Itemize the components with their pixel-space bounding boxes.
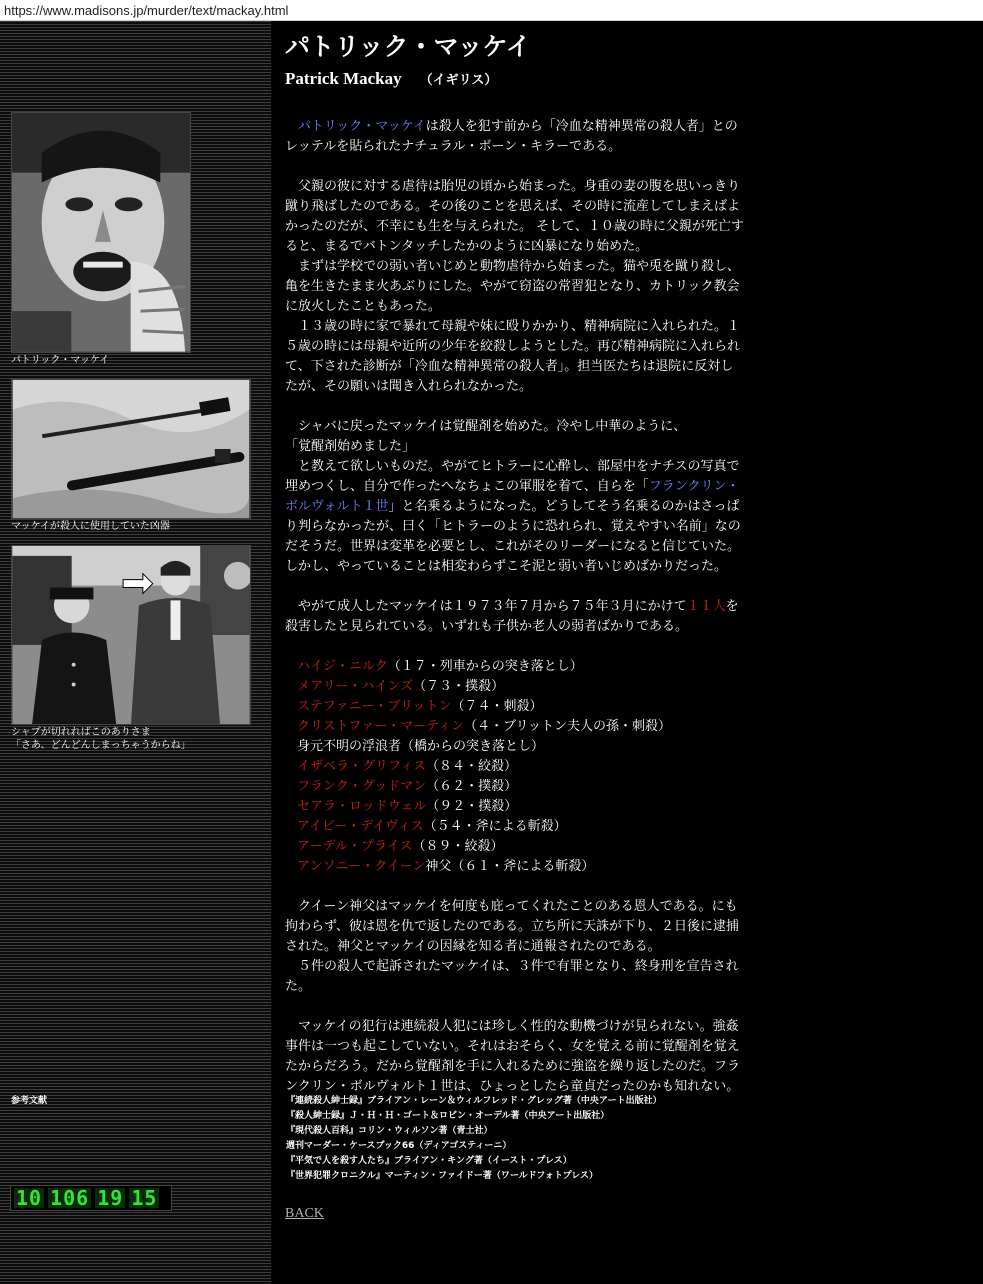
list-item — [297, 737, 745, 757]
victim-name: セアラ・ロッドウェル — [297, 799, 427, 814]
victim-name: メアリー・ハインズ — [297, 679, 414, 694]
mackay-link[interactable]: パトリック・マッケイ — [298, 119, 426, 134]
reference-item: 『連続殺人紳士録』ブライアン・レーン＆ウィルフレッド・グレッグ著（中央アート出版社） — [286, 1096, 662, 1106]
reference-item: 週刊マーダー・ケースブック66（ディアゴスティーニ） — [286, 1141, 512, 1151]
paragraph-father: 父親の彼に対する虐待は胎児の頃から始まった。身重の妻の腹を思いっきり蹴り飛ばしたのである。その後のことを思えば、その時に流産してしまえばよかったのだが、不幸にも生を与えられた。 そして、１０歳の時に父親が死亡すると、まるでバトンタッチしたかのように凶暴になり始めた。 — [285, 179, 744, 254]
photo1-caption: パトリック・マッケイ — [11, 355, 110, 366]
list-item — [297, 717, 745, 737]
paragraph-victims-intro — [285, 597, 745, 637]
victim-detail: （８９・絞殺） — [412, 839, 504, 854]
photo3-caption-line1: シャブが切れればこのありさま — [11, 727, 151, 738]
victim-detail: （１７・列車からの突き落とし） — [387, 659, 583, 674]
victim-detail: （５４・斧による斬殺） — [423, 819, 567, 834]
paragraph-sentence: ５件の殺人で起訴されたマッケイは、３件で有罪となり、終身刑を宣告された。 — [285, 959, 739, 994]
list-item — [297, 657, 745, 677]
franklin-link[interactable]: フランクリン・ボルヴォルト１世 — [285, 479, 740, 514]
address-bar[interactable]: https://www.madisons.jp/murder/text/mackay.html — [0, 0, 983, 21]
reference-item: 『現代殺人百科』コリン・ウィルソン著（青土社） — [286, 1126, 493, 1136]
victim-name: イザベラ・グリフィス — [297, 759, 426, 774]
victim-name: アイビー・デイヴィス — [297, 819, 424, 834]
list-item — [297, 777, 745, 797]
drugs-body — [285, 457, 745, 577]
photo3-caption — [11, 726, 191, 752]
paragraph-school: まずは学校での弱い者いじめと動物虐待から始まった。猫や兎を蹴り殺し、亀を生きたまま火あぶりにした。やがて窃盗の常習犯となり、カトリック教会に放火したこともあった。 — [285, 259, 741, 314]
arrest-photo — [11, 545, 251, 725]
victim-detail: （８４・絞殺） — [425, 759, 517, 774]
paragraph-arrest: クイーン神父はマッケイを何度も庇ってくれたことのある恩人である。にも拘わらず、彼は恩を仇で返したのである。立ち所に天誅が下り、２日後に逮捕された。神父とマッケイの因縁を知る者に通報されたのである。 — [285, 899, 739, 954]
victims-text-1: やがて成人したマッケイは１９７３年７月から７５年３月にかけて — [298, 599, 687, 614]
victim-name: ステファニー・ブリットン — [297, 699, 452, 714]
drugs-text-2: 」と名乗るようになった。どうしてそう名乗るのかはさっぱり判らなかったが、曰く「ヒトラーのように恐れられ、覚えやすい名前」なのだそうだ。世界は変革を必要とし、これがそのリーダーになると信じていた。しかし、やっていることは相変わらずこそ泥と弱い者いじめばかりだった。 — [285, 499, 741, 574]
victim-detail: 神父（６１・斧による斬殺） — [425, 859, 595, 874]
intro-text: は殺人を犯す前から「冷血な精神異常の殺人者」とのレッテルを貼られたナチュラル・ボーン・キラーである。 — [285, 119, 738, 154]
drugs-quote: 「覚醒剤始めました」 — [285, 439, 416, 454]
list-item — [297, 697, 745, 717]
list-item — [297, 757, 745, 777]
victim-detail: （７４・刺殺） — [451, 699, 543, 714]
victim-name: クリストファー・マーティン — [297, 719, 465, 734]
victim-detail: （７３・撲殺） — [413, 679, 505, 694]
photo3-caption-line2: 「さあ、どんどんしまっちゃうからね」 — [11, 740, 191, 751]
victim-count: １１人 — [686, 599, 726, 614]
weapon-image — [12, 380, 250, 518]
counter-digits-3: 19 — [97, 1186, 124, 1210]
back-link[interactable]: BACK — [285, 1206, 324, 1221]
portrait-image — [12, 113, 190, 352]
paragraph-hospital: １３歳の時に家で暴れて母親や妹に殴りかかり、精神病院に入れられた。１５歳の時には母親や近所の少年を絞殺しようとした。再び精神病院に入れられて、下された診断が「冷血な精神異常の殺人者」。担当医たちは退院に反対したが、その願いは聞き入れられなかった。 — [285, 319, 741, 394]
reference-item: 『平気で人を殺す人たち』ブライアン・キング著（イースト・プレス） — [286, 1156, 572, 1166]
access-counter — [10, 1185, 172, 1211]
victims-text-2: を殺害したと見られている。いずれも子供か老人の弱者ばかりである。 — [285, 599, 739, 634]
victim-name: ハイジ・ニルク — [297, 659, 388, 674]
paragraph-intro — [285, 117, 745, 157]
reference-item: 『殺人紳士録』Ｊ・Ｈ・Ｈ・ゴート＆ロビン・オーデル著（中央アート出版社） — [286, 1111, 610, 1121]
english-name: Patrick Mackay — [285, 69, 402, 88]
arrest-image — [12, 546, 250, 724]
victim-detail: （９２・撲殺） — [426, 799, 518, 814]
weapon-photo — [11, 379, 251, 519]
victim-detail: 身元不明の浮浪者（橋からの突き落とし） — [297, 739, 545, 754]
victim-name: アーデル・プライス — [297, 839, 413, 854]
paragraph-drugs — [285, 417, 745, 577]
reference-item: 『世界犯罪クロニクル』マーティン・ファイドー著（ワールドフォトプレス） — [286, 1171, 599, 1181]
page-title: パトリック・マッケイ — [285, 32, 531, 61]
list-item — [297, 837, 745, 857]
counter-digits-4: 15 — [131, 1186, 158, 1210]
drugs-text-1: と教えて欲しいものだ。やがてヒトラーに心酔し、部屋中をナチスの写真で埋めつくし、自分で作ったへなちょこの軍服を着て、自らを「 — [285, 459, 740, 494]
counter-digits-1: 10 — [16, 1186, 43, 1210]
victim-detail: （６２・撲殺） — [426, 779, 518, 794]
english-title — [285, 67, 745, 93]
list-item — [297, 817, 745, 837]
references-list — [286, 1094, 746, 1184]
counter-digits-2: 106 — [50, 1186, 90, 1210]
drugs-line1: シャバに戻ったマッケイは覚醒剤を始めた。冷やし中華のように、 — [298, 419, 687, 434]
victim-name: フランク・グッドマン — [297, 779, 427, 794]
article — [285, 21, 745, 1097]
victim-list — [285, 657, 745, 877]
paragraph-motive: マッケイの犯行は連続殺人犯には珍しく性的な動機づけが見られない。強姦事件は一つも起こしていない。それはおそらく、女を覚える前に覚醒剤を覚えたからだろう。だから覚醒剤を手に入れるために強盗を繰り返したのだ。フランクリン・ボルヴォルト１世は、ひょっとしたら童貞だったのかも知れない。 — [285, 1019, 741, 1094]
list-item — [297, 857, 745, 877]
list-item — [297, 677, 745, 697]
victim-detail: （４・ブリットン夫人の孫・刺殺） — [464, 719, 672, 734]
victim-name: アンソニー・クイーン — [297, 859, 426, 874]
country: （イギリス） — [419, 73, 498, 88]
references-label: 参考文献 — [11, 1096, 48, 1106]
mackay-portrait-photo — [11, 112, 191, 353]
list-item — [297, 797, 745, 817]
photo2-caption: マッケイが殺人に使用していた凶器 — [11, 521, 170, 532]
